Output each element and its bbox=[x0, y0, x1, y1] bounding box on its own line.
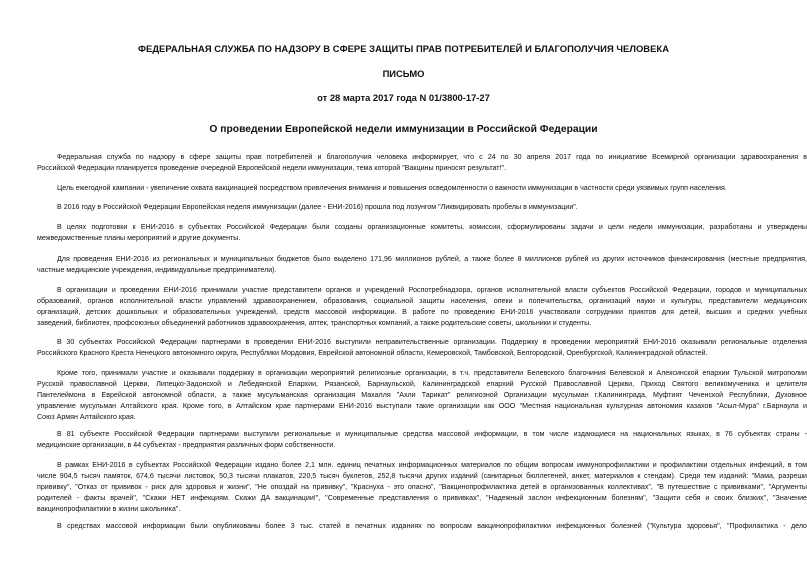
paragraph-10 bbox=[0, 460, 807, 515]
paragraph-line: В рамках ЕНИ-2016 в субъектах Российской Федерации издано более 2,1 млн. единиц печатных информационных материалов по общим вопросам иммунопрофилактики и профилактики отдельных инфекций, в том bbox=[57, 461, 807, 469]
paragraph-line: В 81 субъекте Российской Федерации партнерами выступили региональные и муниципальные средства массовой информации, в том числе издающиеся на национальных языках, в 76 субъектах страны - bbox=[57, 430, 807, 438]
date-number-heading: от 28 марта 2017 года N 01/3800-17-27 bbox=[317, 92, 490, 103]
paragraph-7 bbox=[0, 337, 807, 359]
paragraph-line: Российской Федерации планируется проведение очередной Европейской недели иммунизации, тема которой "Вакцины приносят результат!". bbox=[37, 164, 506, 172]
paragraph-line: Пантелеймона в Еврейской автономной области, а также мусульманская организация Махалля "Ахли Тарикат" религиозной Организации мусульман г.Калининграда, Муфтият Чеченской Республики, Духовное bbox=[37, 391, 807, 399]
paragraph-line: Цель ежегодной кампании - увеличение охвата вакцинацией посредством привлечения внимания и повышения осведомленности о важности иммунизации в частности среди уязвимых групп населения. bbox=[57, 184, 727, 192]
paragraph-line: вакцинопрофилактики в жизни школьника". bbox=[37, 505, 181, 513]
paragraph-line: Союз Армян Алтайского края. bbox=[37, 413, 136, 421]
paragraph-line: межведомственные планы мероприятий и другие документы. bbox=[37, 234, 241, 242]
paragraph-line: В целях подготовки к ЕНИ-2016 в субъектах Российской Федерации были созданы организационные комитеты, комиссии, сформулированы задачи и цели недели иммунизации, разработаны и утверждены bbox=[57, 223, 807, 231]
paragraph-line: управление мусульман Алтайского края. Кроме того, в Алтайском крае партнерами ЕНИ-2016 выступали такие организации как ООО "Местная национальная культурная автономия казахов "Асыл-Мура" г.Барнаула и bbox=[37, 402, 807, 410]
paragraph-3 bbox=[0, 202, 807, 213]
paragraph-line: В средствах массовой информации были опубликованы более 3 тыс. статей в печатных изданиях по вопросам вакцинопрофилактики инфекционных болезней ("Культура здоровья", "Профилактика - дело bbox=[57, 522, 807, 530]
paragraph-line: родителей - факты врачей", "Скажи НЕТ инфекциям. Скажи ДА вакцинации!", "Современные представления о прививках", "Надежный заслон инфекционным болезням", "Защити себя и своих близких", "Значение bbox=[37, 494, 807, 502]
paragraph-line: заведений, библиотек, профсоюзных объединений работников здравоохранения, аптек, транспортных компаний, а также родительские советы, школьники и студенты. bbox=[37, 319, 592, 327]
paragraph-line: числе 904,5 тысяч памяток, 674,6 тысячи листовок, 50,3 тысячи плакатов, 220,5 тысяч буклетов, 252,8 тысячи других изданий (санитарных бюллетеней, анкет, материалов к стендам). Среди тем изданий: "Мама, разреши bbox=[37, 472, 807, 480]
document-title: О проведении Европейской недели иммунизации в Российской Федерации bbox=[209, 124, 598, 135]
paragraph-line: Кроме того, принимали участие и оказывали поддержку в организации мероприятий религиозные организации, в т.ч. представители Белевского благочиния Белевской и Алексинской епархии Тульской митрополии bbox=[57, 369, 807, 377]
paragraph-8 bbox=[0, 368, 807, 423]
paragraph-line: В 30 субъектах Российской Федерации партнерами в проведении ЕНИ-2016 выступили неправительственные организации. Поддержку в проведении мероприятий ЕНИ-2016 оказывали региональные отделения bbox=[57, 338, 807, 346]
paragraph-line: прививку", "Отказ от прививок - риск для здоровья и жизни", "Не опоздай на прививку", "Краснуха - это опасно", "Вакцинопрофилактика детей в организованных коллективах", "В путешествие с прививками", "Аргументы bbox=[37, 483, 807, 491]
paragraph-line: Для проведения ЕНИ-2016 из региональных и муниципальных бюджетов было выделено 171,96 миллионов рублей, а также более 8 миллионов рублей из других источников финансирования (местные предприятия, bbox=[57, 255, 807, 263]
paragraph-2 bbox=[0, 183, 807, 194]
paragraph-6 bbox=[0, 285, 807, 329]
paragraph-11 bbox=[0, 521, 807, 532]
paragraph-line: частные медицинские учреждения, индивидуальные предприниматели). bbox=[37, 266, 277, 274]
document-type-heading: ПИСЬМО bbox=[382, 68, 425, 79]
paragraph-line: В организации и проведении ЕНИ-2016 принимали участие представители органов и учреждений Роспотребнадзора, органов исполнительной власти субъектов Российской Федерации, городов и муниципальных bbox=[57, 286, 807, 294]
paragraph-9 bbox=[0, 429, 807, 451]
paragraph-line: В 2016 году в Российской Федерации Европейская неделя иммунизации (далее - ЕНИ-2016) прошла под лозунгом "Ликвидировать пробелы в иммунизации". bbox=[57, 203, 578, 211]
paragraph-line: медицинские организации, в 44 субъектах - предприятия различных форм собственности. bbox=[37, 441, 336, 449]
paragraph-line: Федеральная служба по надзору в сфере защиты прав потребителей и благополучия человека информирует, что с 24 по 30 апреля 2017 года по инициативе Всемирной организации здравоохранения в bbox=[57, 153, 807, 161]
paragraph-line: образований, органов исполнительной власти управлений здравоохранением, образования, социальной защиты населения, опеки и попечительства, организаций науки и культуры, представители медицинских bbox=[37, 297, 807, 305]
paragraph-5 bbox=[0, 254, 807, 276]
paragraph-line: Российского Красного Креста Ненецкого автономного округа, Республики Мордовия, Еврейской автономной области, Кемеровской, Тамбовской, Белгородской, Оренбургской, Калининградской областей. bbox=[37, 349, 708, 357]
paragraph-4 bbox=[0, 222, 807, 244]
paragraph-line: Русской православной Церкви, Липецко-Задонской и Лебедянской Епархии, Рязанской, Барнаульской, Калининградской епархий Русской Православной Церкви, Приход Святого великомученика и целителя bbox=[37, 380, 807, 388]
paragraph-1 bbox=[0, 152, 807, 174]
paragraph-line: организаций, детских дошкольных и образовательных учреждений, средств массовой информации. В работе по проведению ЕНИ-2016 участвовали сотрудники приютов для детей, высших и средних учебных bbox=[37, 308, 807, 316]
agency-heading: ФЕДЕРАЛЬНАЯ СЛУЖБА ПО НАДЗОРУ В СФЕРЕ ЗАЩИТЫ ПРАВ ПОТРЕБИТЕЛЕЙ И БЛАГОПОЛУЧИЯ ЧЕЛОВЕКА bbox=[137, 43, 670, 54]
